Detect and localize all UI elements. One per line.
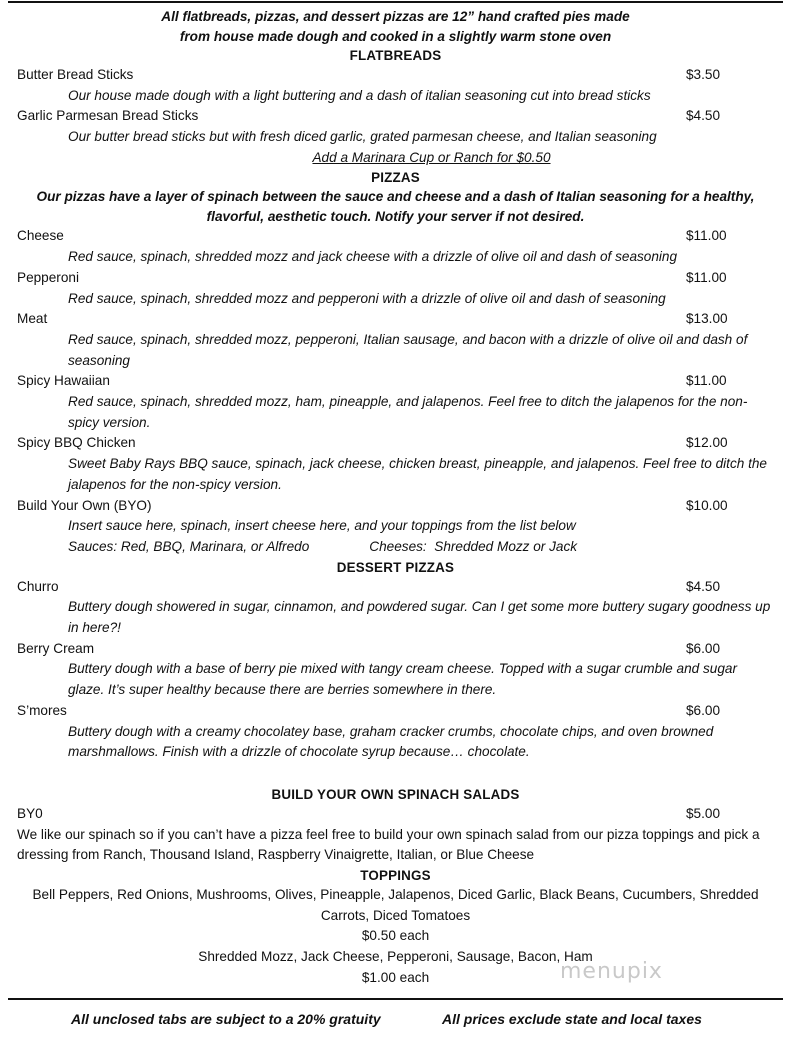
menu-item-butter-bread-sticks	[0, 65, 791, 86]
item-description: Red sauce, spinach, shredded mozz and pepperoni with a drizzle of olive oil and dash of seasoning	[68, 290, 666, 306]
menu-item-spicy-bbq-chicken	[0, 433, 791, 454]
top-divider	[8, 1, 783, 3]
menu-item-spicy-hawaiian	[0, 371, 791, 392]
veg-toppings-price: $0.50 each	[361, 928, 430, 944]
item-name: Spicy Hawaiian	[17, 373, 110, 389]
intro-text	[0, 0, 791, 46]
item-price: $6.00	[686, 640, 721, 656]
item-description: Buttery dough with a creamy chocolatey base, graham cracker crumbs, chocolate chips, and oven browned marshmallows. Finish with a drizzle of chocolate syrup because… chocolate.	[68, 723, 714, 760]
item-price: $11.00	[686, 269, 727, 285]
item-description: Buttery dough with a base of berry pie mixed with tangy cream cheese. Topped with a sugar crumble and sugar glaze. It’s super healthy because there are berries somewhere in there.	[68, 661, 737, 698]
menu-item-cheese	[0, 226, 791, 247]
meat-toppings-list: Shredded Mozz, Jack Cheese, Pepperoni, Sausage, Bacon, Ham	[198, 949, 593, 965]
menu-item-build-your-own	[0, 496, 791, 517]
item-description: Buttery dough showered in sugar, cinnamon, and powdered sugar. Can I get some more buttery sugary goodness up in here?!	[68, 599, 771, 636]
item-description: Red sauce, spinach, shredded mozz and jack cheese with a drizzle of olive oil and dash of seasoning	[68, 249, 678, 265]
item-description: Red sauce, spinach, shredded mozz, pepperoni, Italian sausage, and bacon with a drizzle of olive oil and dash of seasoning	[68, 331, 748, 368]
item-price: $11.00	[686, 228, 727, 244]
menu-item-meat	[0, 309, 791, 330]
item-name: Churro	[17, 578, 59, 594]
item-description: Our house made dough with a light buttering and a dash of italian seasoning cut into bread sticks	[68, 87, 651, 103]
item-name: Butter Bread Sticks	[17, 67, 134, 82]
item-name: Build Your Own (BYO)	[17, 497, 152, 513]
intro-line-1: All flatbreads, pizzas, and dessert pizzas are 12” hand crafted pies made	[161, 9, 630, 24]
byo-options	[0, 537, 791, 558]
item-name: BY0	[17, 805, 43, 821]
menu-item-berry-cream	[0, 639, 791, 660]
flatbreads-heading: FLATBREADS	[349, 48, 442, 63]
item-price: $13.00	[686, 311, 728, 327]
item-description: Red sauce, spinach, shredded mozz, ham, pineapple, and jalapenos. Feel free to ditch the jalapenos for the non-spicy version.	[68, 394, 748, 430]
item-description: Sweet Baby Rays BBQ sauce, spinach, jack cheese, chicken breast, pineapple, and jalapenos. Feel free to ditch the jalapenos for the non-spicy version.	[68, 456, 767, 492]
intro-line-2: from house made dough and cooked in a slightly warm stone oven	[179, 28, 612, 44]
item-name: S’mores	[17, 702, 67, 718]
menu-item-garlic-parmesan-bread-sticks	[0, 106, 791, 127]
toppings-heading: TOPPINGS	[360, 868, 431, 884]
pizzas-heading: PIZZAS	[371, 170, 420, 186]
item-name: Pepperoni	[17, 269, 79, 285]
item-price: $5.00	[686, 805, 721, 821]
item-price: $10.00	[686, 497, 728, 513]
dessert-heading: DESSERT PIZZAS	[336, 559, 455, 575]
item-price: $4.50	[686, 578, 721, 594]
tax-note: All prices exclude state and local taxes	[442, 1011, 702, 1027]
bottom-divider	[8, 998, 783, 1000]
gratuity-note: All unclosed tabs are subject to a 20% gratuity	[71, 1011, 381, 1027]
section-spacer	[0, 763, 791, 785]
item-price: $11.00	[686, 373, 727, 389]
salad-description: We like our spinach so if you can’t have a pizza feel free to build your own spinach salad from our pizza toppings and pick a dressing from Ranch, Thousand Island, Raspberry Vinaigrette, Italian, or Blue Cheese	[17, 826, 760, 863]
pizzas-note: Our pizzas have a layer of spinach between the sauce and cheese and a dash of Italian seasoning for a healthy, flavorful, aesthetic touch. Notify your server if not desired.	[36, 189, 755, 224]
item-description: Insert sauce here, spinach, insert cheese here, and your toppings from the list below	[68, 518, 576, 534]
item-price: $3.50	[686, 67, 721, 82]
cheese-options: Cheeses: Shredded Mozz or Jack	[369, 538, 578, 554]
item-price: $6.00	[686, 702, 721, 718]
menu-item-churro	[0, 577, 791, 598]
menupix-watermark: menupix	[560, 959, 663, 984]
veg-toppings-list: Bell Peppers, Red Onions, Mushrooms, Olives, Pineapple, Jalapenos, Diced Garlic, Black Beans, Cucumbers, Shredded Carrots, Diced Tomatoes	[32, 887, 759, 923]
menu-item-salad-byo	[0, 804, 791, 825]
item-price: $12.00	[686, 435, 728, 451]
item-name: Spicy BBQ Chicken	[17, 435, 136, 451]
item-price: $4.50	[686, 108, 721, 124]
item-name: Garlic Parmesan Bread Sticks	[17, 108, 199, 124]
salads-heading: BUILD YOUR OWN SPINACH SALADS	[271, 786, 520, 802]
meat-toppings-price: $1.00 each	[361, 969, 430, 985]
item-name: Meat	[17, 311, 48, 327]
sauce-options: Sauces: Red, BBQ, Marinara, or Alfredo	[68, 538, 310, 554]
menu-item-pepperoni	[0, 268, 791, 289]
menu-item-smores	[0, 701, 791, 722]
item-description: Our butter bread sticks but with fresh diced garlic, grated parmesan cheese, and Italian seasoning	[68, 129, 657, 145]
flatbread-addon-note: Add a Marinara Cup or Ranch for $0.50	[312, 149, 551, 165]
item-name: Cheese	[17, 228, 64, 244]
item-name: Berry Cream	[17, 640, 95, 656]
